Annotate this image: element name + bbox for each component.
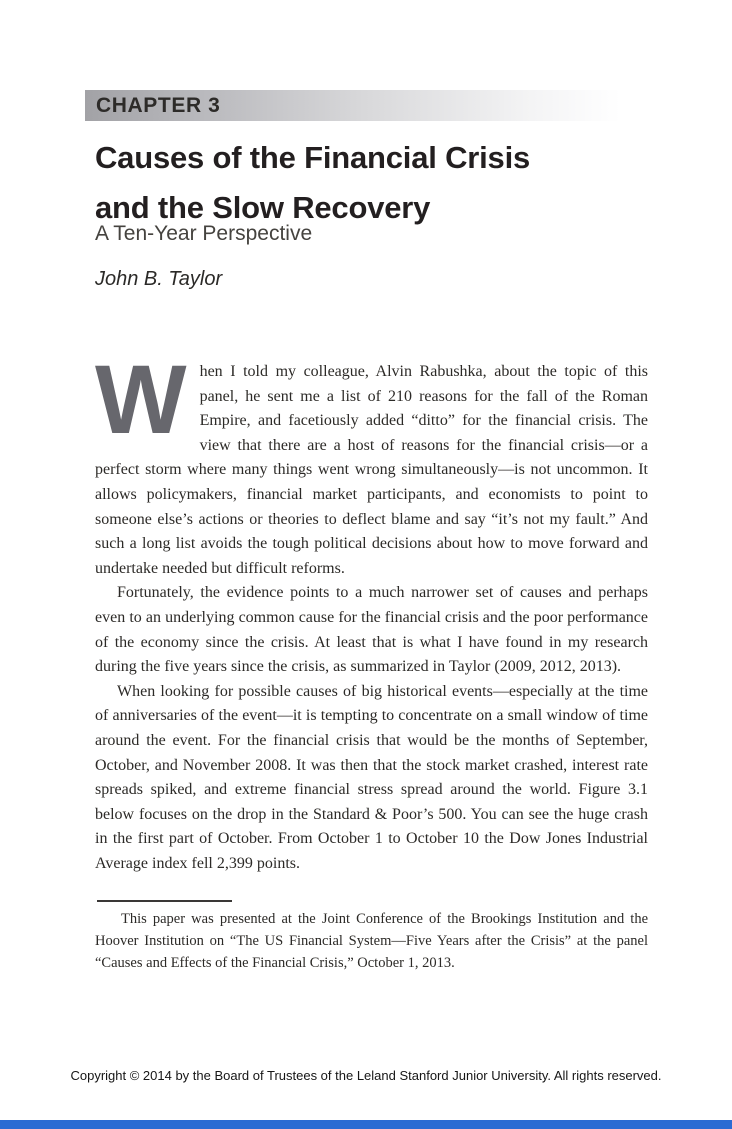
- paragraph-1: [95, 345, 648, 581]
- body-text-column: [95, 345, 648, 975]
- footnote-separator-rule: [97, 900, 232, 902]
- drop-cap: W: [95, 345, 187, 454]
- chapter-title-line1: Causes of the Financial Crisis: [95, 140, 531, 175]
- paragraph-2: Fortunately, the evidence points to a much narrower set of causes and perhaps even to an underlying common cause for the financial crisis and the poor performance of the economy since the crisis. At least that is what I have found in my research during the five years since the crisis, as summarized in Taylor (2009, 2012, 2013).: [95, 584, 648, 676]
- chapter-title-line2: and the Slow Recovery: [95, 190, 431, 225]
- footnote-text: This paper was presented at the Joint Conference of the Brookings Institution and the Hoover Institution on “The US Financial System—Five Years after the Crisis” at the panel “Causes and Effects of the Financial Crisis,” October 1, 2013.: [95, 911, 648, 972]
- paragraph-1-text: hen I told my colleague, Alvin Rabushka, about the topic of this panel, he sent me a list of 210 reasons for the fall of the Roman Empire, and facetiously added “ditto” for the financial crisis. The view that there are a host of reasons for the financial crisis—or a perfect storm where many things went wrong simultaneously—is not uncommon. It allows policymakers, financial market participants, and economists to point to someone else’s actions or theories to deflect blame and say “it’s not my fault.” And such a long list avoids the tough political decisions about how to move forward and undertake needed but difficult reforms.: [95, 363, 648, 577]
- bottom-blue-bar: [0, 1120, 732, 1129]
- chapter-label: CHAPTER 3: [96, 93, 221, 117]
- paragraph-3: When looking for possible causes of big historical events—especially at the time of anniversaries of the event—it is tempting to concentrate on a small window of time around the event. For the financial crisis that would be the months of September, October, and November 2008. It was then that the stock market crashed, interest rate spreads spiked, and extreme financial stress spread around the world. Figure 3.1 below focuses on the drop in the Standard & Poor’s 500. You can see the huge crash in the first part of October. From October 1 to October 10 the Dow Jones Industrial Average index fell 2,399 points.: [95, 682, 648, 872]
- copyright-notice: Copyright © 2014 by the Board of Trustees of the Leland Stanford Junior University. All rights reserved.: [70, 1068, 662, 1083]
- chapter-header-bar: [85, 90, 643, 121]
- chapter-title: [95, 133, 530, 233]
- author-name: John B. Taylor: [95, 268, 223, 290]
- chapter-subtitle: A Ten-Year Perspective: [95, 222, 313, 245]
